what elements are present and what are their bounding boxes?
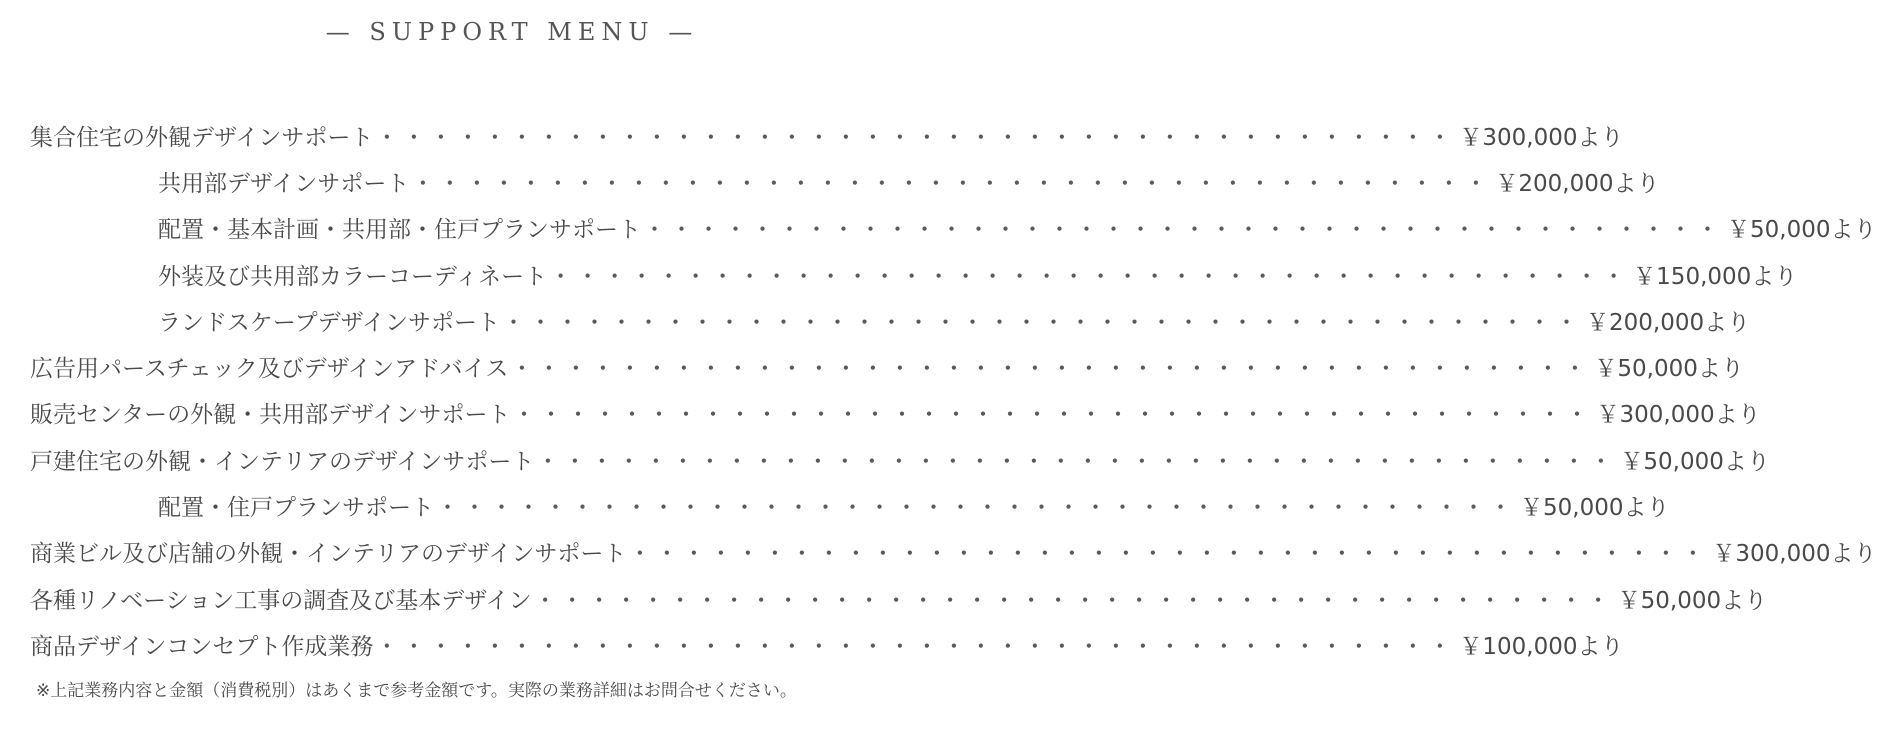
service-price: ￥50,000より	[1520, 495, 1670, 522]
service-label: 各種リノベーション工事の調査及び基本デザイン	[30, 587, 532, 614]
dot-leader: ・・・・・・・・・・・・・・・・・・・・・・・・・・・・・・・・・・・・・・・・	[436, 495, 1516, 522]
dot-leader: ・・・・・・・・・・・・・・・・・・・・・・・・・・・・・・・・・・・・・・・・	[512, 402, 1593, 429]
service-price: ￥300,000より	[1459, 124, 1624, 151]
list-item	[30, 251, 1798, 297]
list-item	[30, 575, 1768, 621]
service-label: 広告用パースチェック及びデザインアドバイス	[30, 356, 509, 383]
list-item	[30, 297, 1751, 343]
service-label: 商業ビル及び店舗の外観・インテリアのデザインサポート	[30, 541, 627, 568]
service-label: ランドスケープデザインサポート	[158, 309, 501, 336]
dot-leader: ・・・・・・・・・・・・・・・・・・・・・・・・・・・・・・・・・・・・・・・・	[411, 170, 1492, 197]
list-item	[30, 390, 1761, 436]
service-price: ￥50,000より	[1620, 448, 1770, 475]
service-price: ￥50,000より	[1594, 356, 1744, 383]
service-label: 商品デザインコンセプト作成業務	[30, 633, 374, 660]
dot-leader: ・・・・・・・・・・・・・・・・・・・・・・・・・・・・・・・・・・・・・・・・	[533, 587, 1614, 614]
service-price: ￥50,000より	[1727, 217, 1877, 244]
dot-leader: ・・・・・・・・・・・・・・・・・・・・・・・・・・・・・・・・・・・・・・・・	[502, 309, 1583, 336]
service-label: 外装及び共用部カラーコーディネート	[158, 263, 548, 290]
list-item	[30, 621, 1624, 667]
list-item	[30, 343, 1744, 389]
dot-leader: ・・・・・・・・・・・・・・・・・・・・・・・・・・・・・・・・・・・・・・・・	[375, 633, 1456, 660]
service-price: ￥50,000より	[1617, 587, 1768, 614]
service-price: ￥200,000より	[1495, 170, 1660, 197]
service-label: 共用部デザインサポート	[158, 170, 410, 197]
support-menu-list	[30, 112, 1877, 668]
service-label: 配置・住戸プランサポート	[158, 495, 434, 522]
service-price: ￥200,000より	[1586, 309, 1751, 336]
service-label: 配置・基本計画・共用部・住戸プランサポート	[158, 217, 641, 244]
list-item	[30, 112, 1624, 158]
dot-leader: ・・・・・・・・・・・・・・・・・・・・・・・・・・・・・・・・・・・・・・・・	[628, 541, 1709, 568]
dot-leader: ・・・・・・・・・・・・・・・・・・・・・・・・・・・・・・・・・・・・・・・・	[643, 217, 1723, 244]
dot-leader: ・・・・・・・・・・・・・・・・・・・・・・・・・・・・・・・・・・・・・・・・	[536, 448, 1617, 475]
service-price: ￥150,000より	[1633, 263, 1798, 290]
list-item	[30, 436, 1770, 482]
list-item	[30, 205, 1877, 251]
service-label: 集合住宅の外観デザインサポート	[30, 124, 374, 151]
list-item	[30, 158, 1660, 204]
page-title: — SUPPORT MENU —	[325, 18, 699, 46]
footnote: ※上記業務内容と金額（消費税別）はあくまで参考金額です。実際の業務詳細はお問合せください。	[36, 681, 797, 701]
dot-leader: ・・・・・・・・・・・・・・・・・・・・・・・・・・・・・・・・・・・・・・・・	[549, 263, 1630, 290]
dot-leader: ・・・・・・・・・・・・・・・・・・・・・・・・・・・・・・・・・・・・・・・・	[510, 356, 1591, 383]
service-price: ￥300,000より	[1596, 402, 1761, 429]
list-item	[30, 482, 1670, 528]
service-label: 戸建住宅の外観・インテリアのデザインサポート	[30, 448, 535, 475]
dot-leader: ・・・・・・・・・・・・・・・・・・・・・・・・・・・・・・・・・・・・・・・・	[375, 124, 1456, 151]
service-price: ￥300,000より	[1712, 541, 1877, 568]
list-item	[30, 529, 1877, 575]
service-label: 販売センターの外観・共用部デザインサポート	[30, 402, 511, 429]
service-price: ￥100,000より	[1459, 633, 1624, 660]
